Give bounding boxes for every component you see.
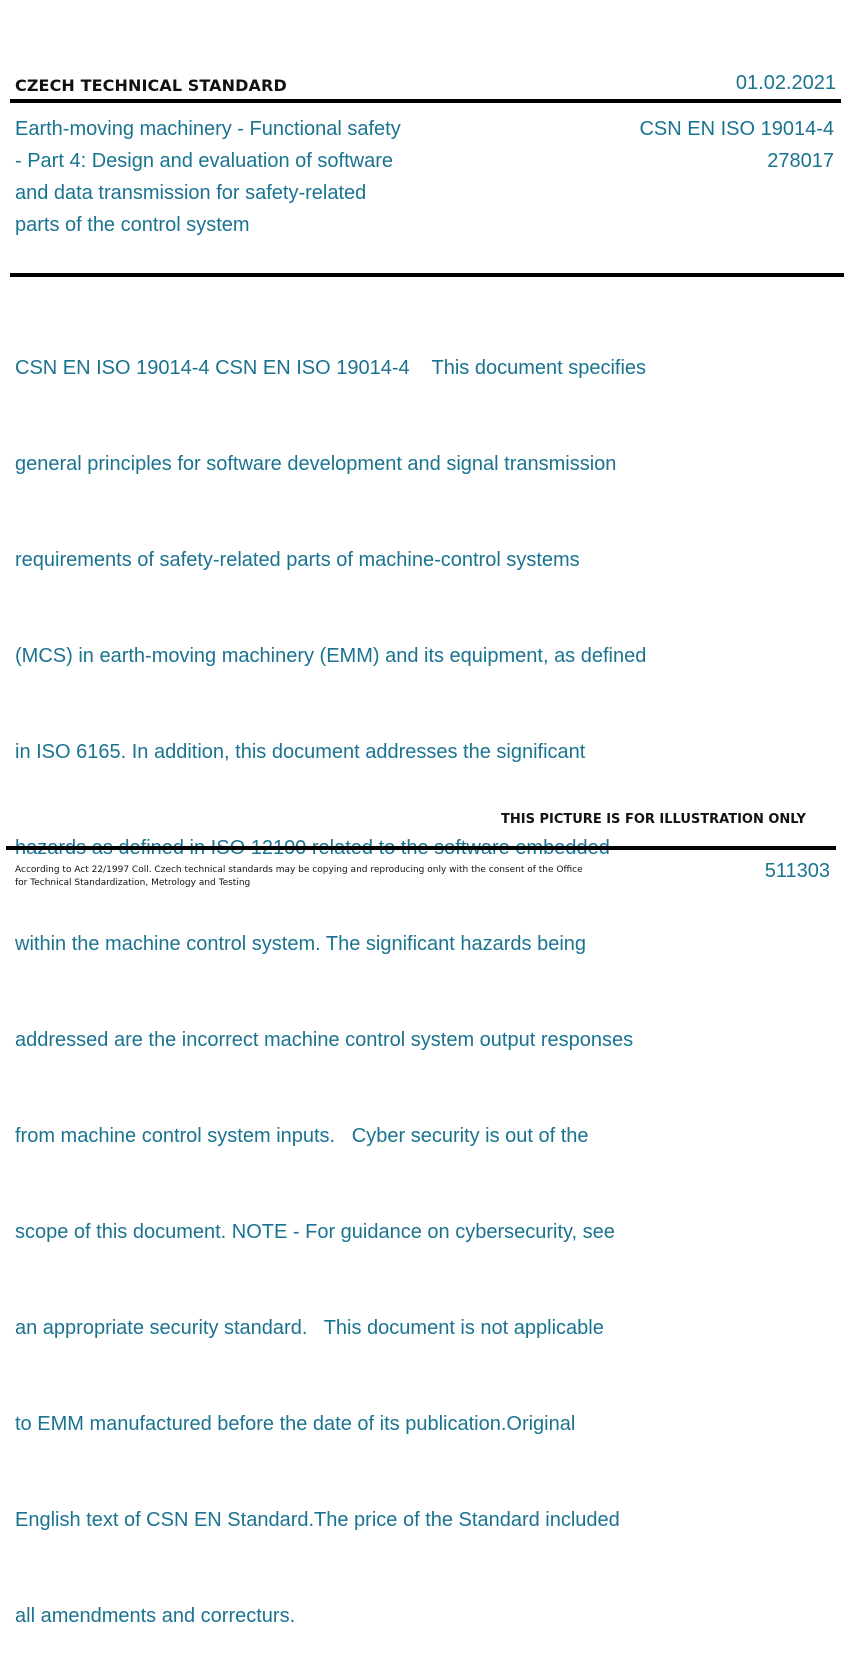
abstract-line: in ISO 6165. In addition, this document addresses the significant xyxy=(15,741,586,763)
abstract-line: English text of CSN EN Standard.The price of the Standard included xyxy=(15,1509,620,1531)
legal-notice-line: for Technical Standardization, Metrology and Testing xyxy=(15,878,251,888)
document-header-title: CZECH TECHNICAL STANDARD xyxy=(15,76,287,95)
abstract-line: general principles for software development and signal transmission xyxy=(15,453,617,475)
abstract-line: within the machine control system. The significant hazards being xyxy=(15,933,587,955)
standard-title-line: Earth-moving machinery - Functional safety xyxy=(15,118,401,140)
title-divider xyxy=(10,273,844,277)
abstract-text xyxy=(15,288,705,1664)
standard-title xyxy=(15,113,445,241)
legal-notice xyxy=(15,864,595,890)
abstract-line: from machine control system inputs. Cyber security is out of the xyxy=(15,1125,589,1147)
abstract-line: (MCS) in earth-moving machinery (EMM) and its equipment, as defined xyxy=(15,645,647,667)
abstract-line: an appropriate security standard. This document is not applicable xyxy=(15,1317,604,1339)
abstract-line: CSN EN ISO 19014-4 CSN EN ISO 19014-4 This document specifies xyxy=(15,357,647,379)
standard-designation: CSN EN ISO 19014-4 xyxy=(639,118,834,140)
standard-title-line: and data transmission for safety-related xyxy=(15,182,367,204)
abstract-line: all amendments and correcturs. xyxy=(15,1605,296,1627)
abstract-line: scope of this document. NOTE - For guidance on cybersecurity, see xyxy=(15,1221,615,1243)
illustration-note: THIS PICTURE IS FOR ILLUSTRATION ONLY xyxy=(501,812,806,827)
standard-class-code: 278017 xyxy=(767,150,834,172)
footer-divider xyxy=(6,846,836,850)
standard-identifiers xyxy=(639,113,834,177)
standard-title-line: - Part 4: Design and evaluation of software xyxy=(15,150,393,172)
catalog-number: 511303 xyxy=(764,860,830,882)
abstract-line: addressed are the incorrect machine control system output responses xyxy=(15,1029,634,1051)
legal-notice-line: According to Act 22/1997 Coll. Czech technical standards may be copying and reproducing only with the consent of the Office xyxy=(15,865,583,875)
abstract-line: requirements of safety-related parts of machine-control systems xyxy=(15,549,580,571)
abstract-line: to EMM manufactured before the date of its publication.Original xyxy=(15,1413,576,1435)
standard-title-line: parts of the control system xyxy=(15,214,250,236)
header-divider xyxy=(10,99,841,103)
publication-date: 01.02.2021 xyxy=(735,72,836,94)
